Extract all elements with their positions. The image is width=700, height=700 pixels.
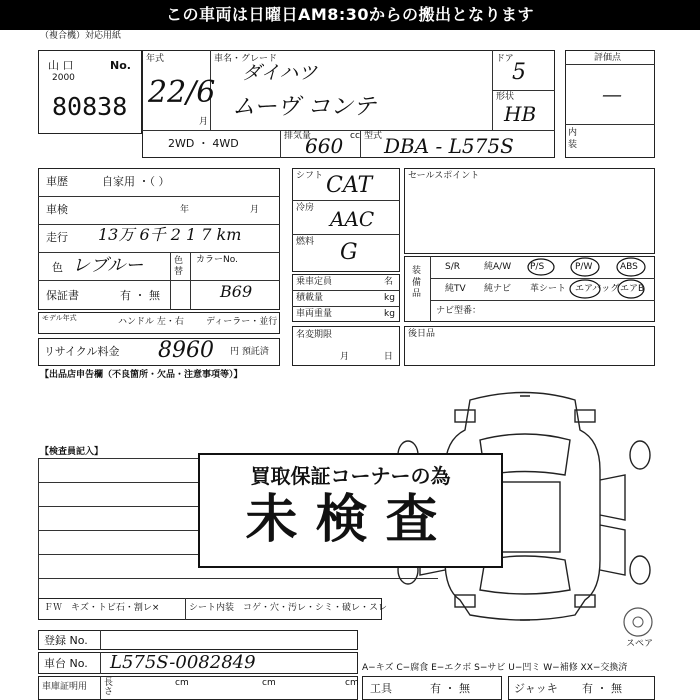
model-year-label: モデル年式	[42, 314, 77, 322]
jack-options: 有 ・ 無	[582, 682, 622, 695]
damage-legend: A−キズ C−腐食 E−エクボ S−サビ U−凹ミ W−補修 XX−交換済	[362, 663, 628, 673]
equipment-item: S/R	[445, 262, 460, 272]
fuel-label: 燃料	[296, 237, 315, 247]
type-label: 型式	[364, 131, 383, 141]
inspection-label: 車検	[46, 203, 68, 216]
lot-number: 80838	[52, 92, 128, 121]
year-label: 年式	[146, 54, 165, 64]
shape-value: HB	[504, 102, 537, 126]
capacity-label: 乗車定員	[296, 277, 333, 287]
ac-value: AAC	[330, 207, 375, 231]
capacity-unit: 名	[384, 277, 394, 287]
stamp-line1: 買取保証コーナーの為	[250, 464, 451, 488]
handle-label: ハンドル 左・右	[118, 317, 184, 327]
registration-label: 登録 No.	[44, 634, 88, 647]
inspector-label: 【検査員記入】	[40, 447, 104, 457]
location-code: 2000	[52, 73, 75, 83]
seat-row-text: シート内装 コゲ・穴・汚レ・シミ・破レ・スレ	[189, 603, 388, 613]
mileage-label: 走行	[46, 231, 68, 244]
length-label: 長さ	[104, 678, 114, 697]
fuel-value: G	[340, 240, 358, 265]
load-label: 積載量	[296, 293, 324, 303]
shift-label: シフト	[296, 171, 324, 181]
displacement-label: 排気量	[284, 131, 312, 141]
lag-label: 後日品	[408, 329, 436, 339]
mileage-value: 13万 6千 2 1 7 km	[98, 225, 242, 244]
stamp-line2: 未検査	[245, 490, 456, 550]
score-value: —	[602, 82, 622, 106]
chassis-label: 車台 No.	[44, 657, 88, 670]
weight-unit: kg	[384, 309, 395, 319]
inspection-year-unit: 年	[180, 205, 190, 215]
history-options: 自家用 ・（ ）	[102, 175, 170, 188]
warranty-label: 保証書	[46, 289, 79, 302]
equipment-item: P/S	[530, 262, 545, 272]
cm-unit-1: cm	[175, 678, 189, 688]
drive-options: 2WD ・ 4WD	[168, 137, 239, 150]
equipment-item: 革シート	[530, 284, 567, 294]
make: ダイハツ	[242, 62, 318, 84]
type-value: DBA - L575S	[384, 134, 514, 158]
color-change-label: 色替	[174, 256, 184, 277]
warranty-options: 有 ・ 無	[120, 289, 160, 302]
recycle-value: 8960	[158, 338, 214, 363]
equipment-item: P/W	[575, 262, 593, 272]
name-change-label: 名変期限	[296, 330, 333, 340]
carname-label: 車名・グレード	[214, 54, 278, 64]
history-label: 車歴	[46, 175, 68, 188]
equipment-item: 純ナビ	[484, 284, 512, 294]
cc-unit: cc	[350, 131, 360, 141]
color-no-value: B69	[220, 282, 253, 301]
model: ムーヴ コンテ	[232, 94, 377, 120]
equipment-item: 純A/W	[484, 262, 512, 272]
doors-value: 5	[512, 60, 526, 85]
score-label: 評価点	[594, 53, 622, 63]
banner: この車両は日曜日AM8:30からの搬出となります	[0, 0, 700, 30]
doors-label: ドア	[496, 54, 514, 64]
no-label: No.	[110, 59, 131, 72]
equipment-item: ABS	[620, 262, 638, 272]
recycle-unit: 円 預託済	[230, 347, 269, 357]
chassis-value: L575S-0082849	[110, 652, 256, 673]
color-no-label: カラーNo.	[196, 255, 238, 265]
cm-unit-3: cm	[345, 678, 359, 688]
sales-point-label: セールスポイント	[408, 171, 480, 181]
load-unit: kg	[384, 293, 395, 303]
equipment-item: エアバッグ	[575, 284, 620, 294]
dealer-label: ディーラー・並行	[206, 317, 278, 327]
cm-unit-2: cm	[262, 678, 276, 688]
inspection-month-unit: 月	[250, 205, 260, 215]
fw-row-text: ＦＷ キズ・トビ石・割レ×	[44, 603, 160, 613]
year-value: 22/6	[148, 75, 216, 110]
shape-label: 形状	[496, 92, 515, 102]
color-label: 色	[52, 261, 63, 274]
spare-label: スペア	[626, 639, 654, 649]
weight-label: 車両重量	[296, 309, 333, 319]
recycle-label: リサイクル料金	[44, 345, 120, 358]
tools-label: 工具	[370, 682, 392, 695]
name-change-date-unit: 月 日	[340, 352, 393, 362]
displacement-value: 660	[305, 134, 344, 158]
month-unit: 月	[199, 117, 209, 127]
equipment-item: エアB	[620, 284, 645, 294]
navi-label: ナビ型番：	[436, 306, 482, 316]
interior-label: 内装	[568, 128, 578, 150]
seller-report-label: 【出品店申告欄（不良箇所・欠品・注意事項等）】	[40, 370, 243, 380]
shift-value: CAT	[326, 173, 373, 198]
location-label: 山 口	[48, 59, 74, 72]
jack-label: ジャッキ	[514, 682, 558, 695]
scanned-note: （複合機）対応用紙	[40, 31, 122, 41]
ac-label: 冷房	[296, 203, 315, 213]
certificate-label: 車庫証明用	[42, 682, 88, 692]
color-value: レブルー	[72, 255, 144, 276]
equipment-label: 装備品	[412, 266, 422, 300]
tools-options: 有 ・ 無	[430, 682, 470, 695]
equipment-item: 純TV	[445, 284, 466, 294]
